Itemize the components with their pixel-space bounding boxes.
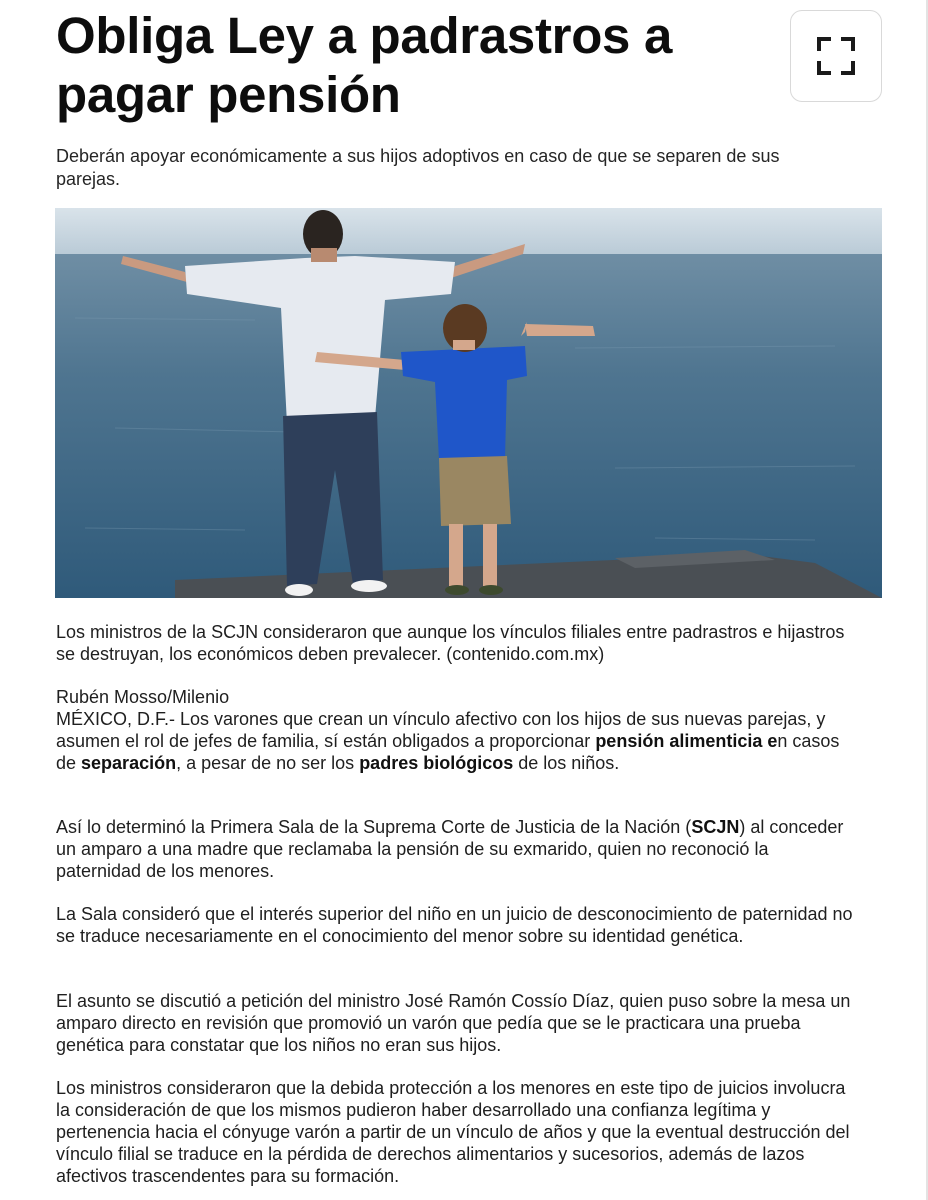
article-headline: Obliga Ley a padrastros a pagar pensión <box>56 7 673 123</box>
paragraph-1 <box>56 708 856 774</box>
paragraph-1-text-b: n casos de <box>56 731 840 773</box>
paragraph-2-text-a: Así lo determinó la Primera Sala de la Suprema Corte de Justicia de la Nación ( <box>56 817 692 837</box>
paragraph-2-text-b: ) al conceder un amparo a una madre que reclamaba la pensión de su exmarido, quien no reconoció la paternidad de los menores. <box>56 817 844 881</box>
paragraph-2-bold-a: SCJN <box>691 817 740 837</box>
paragraph-2 <box>56 816 856 882</box>
fullscreen-icon <box>817 37 855 75</box>
paragraph-1-text-d: de los niños. <box>513 753 620 773</box>
photo-father-son-sea <box>55 208 882 598</box>
image-caption: Los ministros de la SCJN consideraron que aunque los vínculos filiales entre padrastros e hijastros se destruyan, los económicos deben prevalecer. (contenido.com.mx) <box>56 622 845 664</box>
paragraph-1-text-c: , a pesar de no ser los <box>176 753 360 773</box>
paragraph-1-bold-b: separación <box>81 753 177 773</box>
paragraph-1-text-a: MÉXICO, D.F.- Los varones que crean un vínculo afectivo con los hijos de sus nuevas parejas, y asumen el rol de jefes de familia, sí están obligados a proporcionar <box>56 709 826 751</box>
paragraph-3: La Sala consideró que el interés superior del niño en un juicio de desconocimiento de paternidad no se traduce necesariamente en el conocimiento del menor sobre su identidad genética. <box>56 904 853 946</box>
fullscreen-button[interactable] <box>790 10 882 102</box>
paragraph-5: Los ministros consideraron que la debida protección a los menores en este tipo de juicios involucra la consideración de que los mismos pudieron haber desarrollado una confianza legítima y pertenencia hacia el cónyuge varón a partir de un vínculo de años y que la eventual destrucción del vínculo filial se traduce en la pérdida de derechos alimentarios y sucesorios, además de lazos afectivos trascendentes para su formación. <box>56 1078 850 1186</box>
article-subtitle: Deberán apoyar económicamente a sus hijos adoptivos en caso de que se separen de sus parejas. <box>56 146 780 189</box>
paragraph-4: El asunto se discutió a petición del ministro José Ramón Cossío Díaz, quien puso sobre la mesa un amparo directo en revisión que promovió un varón que pedía que se le practicara una prueba genética para constatar que los niños no eran sus hijos. <box>56 991 851 1055</box>
byline: Rubén Mosso/Milenio <box>56 687 230 707</box>
paragraph-1-bold-c: padres biológicos <box>359 753 514 773</box>
article-photo <box>55 208 882 598</box>
paragraph-1-bold-a: pensión alimenticia e <box>595 731 778 751</box>
